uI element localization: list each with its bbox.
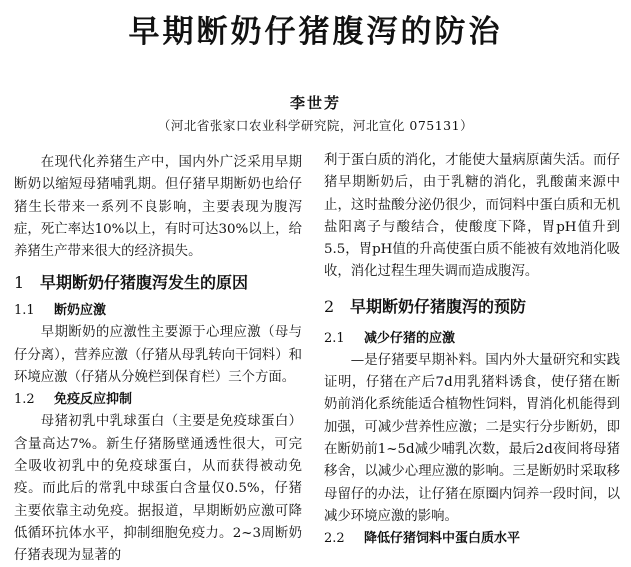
section-2-2-title: 降低仔猪饲料中蛋白质水平 (364, 531, 521, 547)
section-1-2-paragraph: 母猪初乳中乳球蛋白（主要是免疫球蛋白）含量高达7%。新生仔猪肠壁通透性很大，可完全吸收初乳中的免疫球蛋白，从而获得被动免疫。而此后的常乳中球蛋白含量仅0.5%，仔猪主要依靠主动免疫。据报道，早期断奶应激可降低循环抗体水平，抑制细胞免疫力。2~3周断奶仔猪表现为显著的 (14, 414, 302, 564)
intro-paragraph: 在现代化养猪生产中，国内外广泛采用早期断奶以缩短母猪哺乳期。但仔猪早期断奶也给仔猪生长带来一系列不良影响，主要表现为腹泻症，死亡率达10%以上，有时可达30%以上，给养猪生产带来很大的经济损失。 (14, 155, 302, 260)
author-name: 李世芳 (289, 94, 341, 112)
section-2-title: 早期断奶仔猪腹泻的预防 (350, 296, 527, 316)
section-2-1-title: 减少仔猪的应激 (364, 330, 456, 346)
section-1-2-title: 免疫反应抑制 (54, 392, 133, 408)
section-1-1-heading (14, 300, 302, 322)
section-2-2-number: 2.2 (324, 531, 345, 547)
section-1-2-heading (14, 389, 302, 411)
continued-paragraph: 利于蛋白质的消化，才能使大量病原菌失活。而仔猪早期断奶后，由于乳糖的消化，乳酸菌来源中止，这时盐酸分泌仍很少，而饲料中蛋白质和无机盐阳离子与酸结合，使酸度下降，胃pH值升到5.5，胃pH值的升高使蛋白质不能被有效地消化吸收，消化过程生理失调而造成腹泻。 (324, 153, 620, 280)
section-1-2-number: 1.2 (14, 392, 35, 408)
section-1-heading (14, 272, 302, 294)
section-2-1-paragraph: —是仔猪要早期补料。国内外大量研究和实践证明，仔猪在产后7d用乳猪料诱食，使仔猪在断奶前消化系统能适合植物性饲料，胃消化机能得到加强，可减少营养性应激；二是实行分步断奶，即在断奶前1~5d减少哺乳次数，最后2d夜间将母猪移舍，以减少心理应激的影响。三是断奶时采取移母留仔的办法，让仔猪在原圈内饲养一段时间，以减少环境应激的影响。 (324, 352, 620, 524)
section-2-1-number: 2.1 (324, 330, 345, 346)
section-2-1-heading (324, 328, 620, 350)
author-affiliation: （河北省张家口农业科学研究院，河北宣化 075131） (157, 118, 474, 133)
section-1-number: 1 (14, 273, 25, 293)
left-column (14, 152, 302, 567)
section-1-1-paragraph: 早期断奶的应激性主要源于心理应激（母与仔分离），营养应激（仔猪从母乳转向干饲料）和环境应激（仔猪从分娩栏到保育栏）三个方面。 (14, 325, 302, 386)
section-2-2-heading (324, 528, 620, 550)
section-1-title: 早期断奶仔猪腹泻发生的原因 (40, 273, 249, 293)
section-2-heading (324, 296, 620, 318)
right-column (324, 150, 620, 550)
article-title: 早期断奶仔猪腹泻的防治 (128, 14, 503, 50)
section-1-1-number: 1.1 (14, 303, 35, 319)
section-2-number: 2 (324, 296, 335, 316)
section-1-1-title: 断奶应激 (54, 303, 107, 319)
